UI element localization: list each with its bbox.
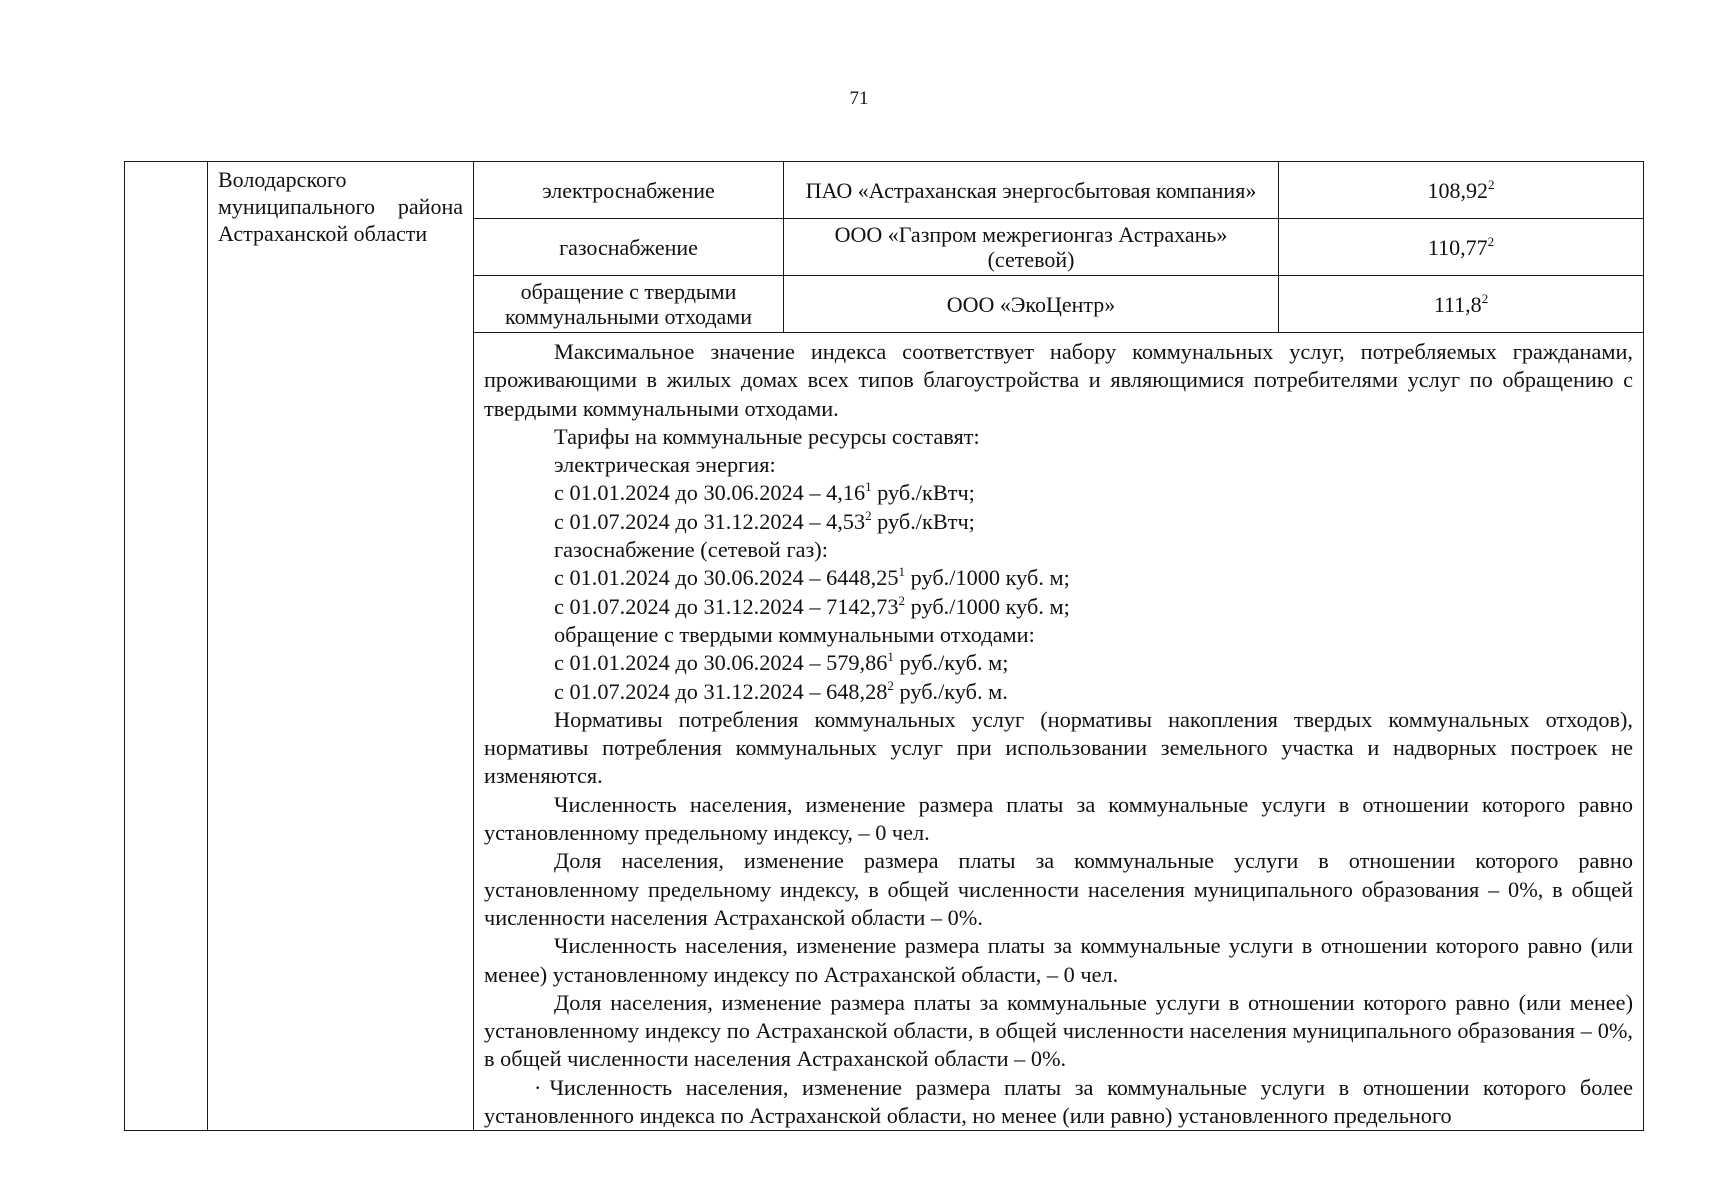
index-cell — [1279, 162, 1644, 219]
tariff-line: с 01.07.2024 до 31.12.2024 – 648,28$^2$ руб./куб. м. — [554, 677, 1008, 704]
tariff-line: с 01.07.2024 до 31.12.2024 – 7142,73$^2$ руб./1000 куб. м; — [554, 592, 1070, 619]
provider-name: ООО «ЭкоЦентр» — [946, 291, 1116, 317]
service-cell — [474, 219, 784, 276]
index-value: 111,8 — [1433, 291, 1482, 317]
waste-heading: обращение с твердыми коммунальными отходами: — [554, 621, 1035, 647]
service-name: газоснабжение — [559, 234, 698, 260]
footnote-mark: 1 — [865, 479, 872, 495]
footnote-mark: 1 — [898, 564, 906, 580]
max-index-paragraph: Максимальное значение индекса соответствует набору коммунальных услуг, потребляемых гражданами, проживающими в жилых домах всех типов благоустройства и являющимися потребителями услуг по обращению с твердыми коммунальными отходами. — [484, 339, 1633, 421]
provider-name: ПАО «Астраханская энергосбытовая компания» — [805, 177, 1257, 203]
provider-cell — [784, 162, 1279, 219]
population-between-paragraph: · Численность населения, изменение размера платы за коммунальные услуги в отношении которого более установленного индекса по Астраханской области, но менее (или равно) установленного предельного — [484, 1074, 1633, 1129]
service-cell — [474, 162, 784, 219]
norms-paragraph: Нормативы потребления коммунальных услуг (нормативы накопления твердых коммунальных отходов), нормативы потребления коммунальных услуг при использовании земельного участка и надворных построек не изменяются. — [484, 706, 1633, 789]
service-name: электроснабжение — [542, 177, 715, 203]
tariff-table — [124, 161, 1644, 1131]
footnote-mark: 1 — [887, 649, 894, 665]
tariff-line: с 01.01.2024 до 30.06.2024 – 579,86$^1$ руб./куб. м; — [554, 649, 1009, 676]
index-cell — [1279, 219, 1644, 276]
service-cell — [474, 276, 784, 333]
region-name: Володарского муниципального района Астраханской области — [208, 162, 474, 1131]
footnote-mark: 2 — [887, 677, 894, 693]
footnote-mark: 2 — [865, 507, 872, 523]
page-number: 71 — [849, 88, 869, 109]
tariff-line: с 01.01.2024 до 30.06.2024 – 6448,25$^1$ руб./1000 куб. м; — [554, 564, 1070, 591]
index-value: 110,77 — [1427, 234, 1488, 260]
population-le-regional-paragraph: Численность населения, изменение размера платы за коммунальные услуги в отношении которого равно (или менее) установленному индексу по Астраханской области, – 0 чел. — [484, 933, 1633, 987]
footnote-mark: 2 — [898, 592, 906, 608]
footnote-mark: 2 — [1488, 176, 1495, 192]
row-number-cell — [125, 162, 208, 1131]
tariff-line: с 01.07.2024 до 31.12.2024 – 4,53$^2$ руб./кВтч; — [554, 507, 975, 534]
service-name: обращение с твердыми коммунальными отходами — [505, 279, 752, 329]
tariffs-heading: Тарифы на коммунальные ресурсы составят: — [554, 423, 980, 449]
provider-cell — [784, 219, 1279, 276]
share-le-regional-paragraph: Доля населения, изменение размера платы за коммунальные услуги в отношении которого равно (или менее) установленному индексу по Астраханской области, в общей численности населения муниципального образования – 0%, в общей численности населения Астраханской области – 0%. — [484, 989, 1633, 1072]
bullet-dot: · — [534, 1074, 542, 1100]
electricity-heading: электрическая энергия: — [554, 452, 776, 478]
gas-heading: газоснабжение (сетевой газ): — [554, 537, 828, 563]
provider-cell — [784, 276, 1279, 333]
index-cell — [1279, 276, 1644, 333]
provider-name: ООО «Газпром межрегионгаз Астрахань» (сетевой) — [834, 222, 1228, 272]
index-value: 108,92 — [1427, 177, 1488, 203]
tariff-line: с 01.01.2024 до 30.06.2024 – 4,16$^1$ руб./кВтч; — [554, 479, 975, 506]
footnote-mark: 2 — [1481, 290, 1489, 306]
population-equal-max-paragraph: Численность населения, изменение размера платы за коммунальные услуги в отношении которого равно установленному предельному индексу, – 0 чел. — [484, 791, 1633, 846]
table-row-electricity — [125, 162, 1644, 219]
share-equal-max-paragraph: Доля населения, изменение размера платы за коммунальные услуги в отношении которого равно установленному предельному индексу, в общей численности населения муниципального образования – 0%, в общей численности населения Астраханской области – 0%. — [484, 848, 1633, 930]
details-cell — [474, 333, 1644, 1131]
footnote-mark: 2 — [1487, 233, 1495, 249]
